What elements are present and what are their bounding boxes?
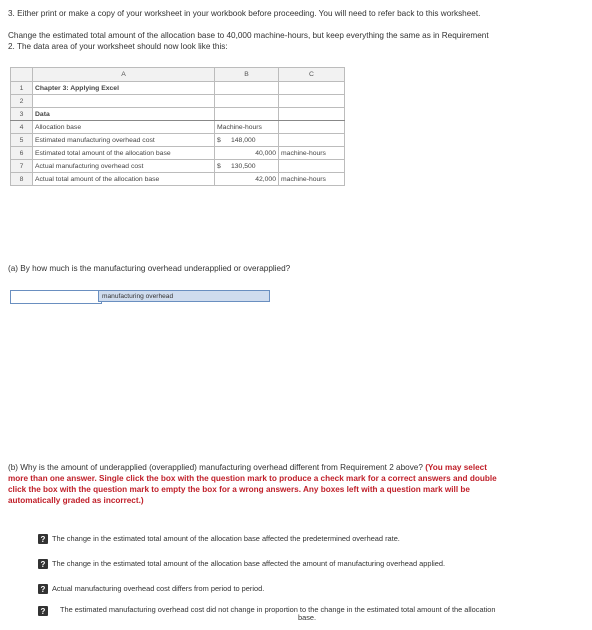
answer-option-line: base. [298, 613, 317, 622]
cell-value: 40,000 [215, 147, 279, 160]
row-number: 4 [11, 121, 33, 134]
row-number: 3 [11, 108, 33, 121]
cell-value: Machine-hours [215, 121, 279, 134]
cell [279, 95, 345, 108]
cell-unit [279, 121, 345, 134]
col-header-c: C [279, 68, 345, 82]
cell [215, 95, 279, 108]
answer-option-text [60, 606, 580, 622]
question-mark-checkbox[interactable]: ? [38, 534, 48, 544]
sheet-title: Chapter 3: Applying Excel [33, 82, 215, 95]
overhead-amount-input[interactable] [10, 290, 102, 304]
answer-option-text: Actual manufacturing overhead cost differs from period to period. [52, 584, 265, 593]
row-number: 1 [11, 82, 33, 95]
col-header-a: A [33, 68, 215, 82]
cell-unit [279, 160, 345, 173]
cell [279, 82, 345, 95]
value-text: 130,500 [231, 162, 256, 170]
answer-option-line: The estimated manufacturing overhead cost did not change in proportion to the change in the estimated total amount of the allocation [60, 605, 496, 614]
currency-symbol: $ [217, 136, 221, 144]
cell-value: 42,000 [215, 173, 279, 186]
overhead-type-select[interactable]: manufacturing overhead [98, 290, 270, 302]
row-number: 6 [11, 147, 33, 160]
row-label: Estimated total amount of the allocation base [33, 147, 215, 160]
question-b-instructions-3: click the box with the question mark to empty the box for a wrong answers. Any boxes left with a question mark will be [8, 485, 470, 494]
question-mark-checkbox[interactable]: ? [38, 606, 48, 616]
corner-cell [11, 68, 33, 82]
row-label: Estimated manufacturing overhead cost [33, 134, 215, 147]
answer-option [38, 559, 445, 569]
value-text: 148,000 [231, 136, 256, 144]
cell-value [215, 134, 279, 147]
step3-instruction: 3. Either print or make a copy of your worksheet in your workbook before proceeding. You will need to refer back to this worksheet. [8, 9, 481, 18]
answer-option-text: The change in the estimated total amount of the allocation base affected the predetermined overhead rate. [52, 534, 400, 543]
row-number: 7 [11, 160, 33, 173]
answer-option-text: The change in the estimated total amount of the allocation base affected the amount of manufacturing overhead applied. [52, 559, 446, 568]
cell [33, 95, 215, 108]
cell-unit: machine-hours [279, 147, 345, 160]
question-mark-checkbox[interactable]: ? [38, 559, 48, 569]
currency-symbol: $ [217, 162, 221, 170]
answer-option [38, 584, 264, 594]
row-number: 8 [11, 173, 33, 186]
question-b-instructions-1: (You may select [425, 463, 487, 472]
cell-unit: machine-hours [279, 173, 345, 186]
row-label: Actual manufacturing overhead cost [33, 160, 215, 173]
answer-option [38, 534, 400, 544]
question-b-instructions-4: automatically graded as incorrect.) [8, 496, 144, 505]
col-header-b: B [215, 68, 279, 82]
cell-unit [279, 134, 345, 147]
answer-option [38, 606, 580, 622]
question-a-text: (a) By how much is the manufacturing overhead underapplied or overapplied? [8, 264, 291, 273]
change-instruction-line1: Change the estimated total amount of the allocation base to 40,000 machine-hours, but keep everything the same as in Requirement [8, 31, 489, 40]
question-mark-checkbox[interactable]: ? [38, 584, 48, 594]
question-b-instructions-2: more than one answer. Single click the box with the question mark to produce a check mark for a correct answers and double [8, 474, 497, 483]
worksheet-data-area [10, 67, 344, 186]
question-b-prompt: (b) Why is the amount of underapplied (overapplied) manufacturing overhead different from Requirement 2 above? [8, 463, 426, 472]
cell [215, 108, 279, 121]
question-b-text [8, 462, 588, 473]
row-number: 2 [11, 95, 33, 108]
change-instruction-line2: 2. The data area of your worksheet should now look like this: [8, 42, 228, 51]
data-label: Data [33, 108, 215, 121]
cell [215, 82, 279, 95]
row-label: Allocation base [33, 121, 215, 134]
cell [279, 108, 345, 121]
cell-value [215, 160, 279, 173]
row-number: 5 [11, 134, 33, 147]
row-label: Actual total amount of the allocation base [33, 173, 215, 186]
